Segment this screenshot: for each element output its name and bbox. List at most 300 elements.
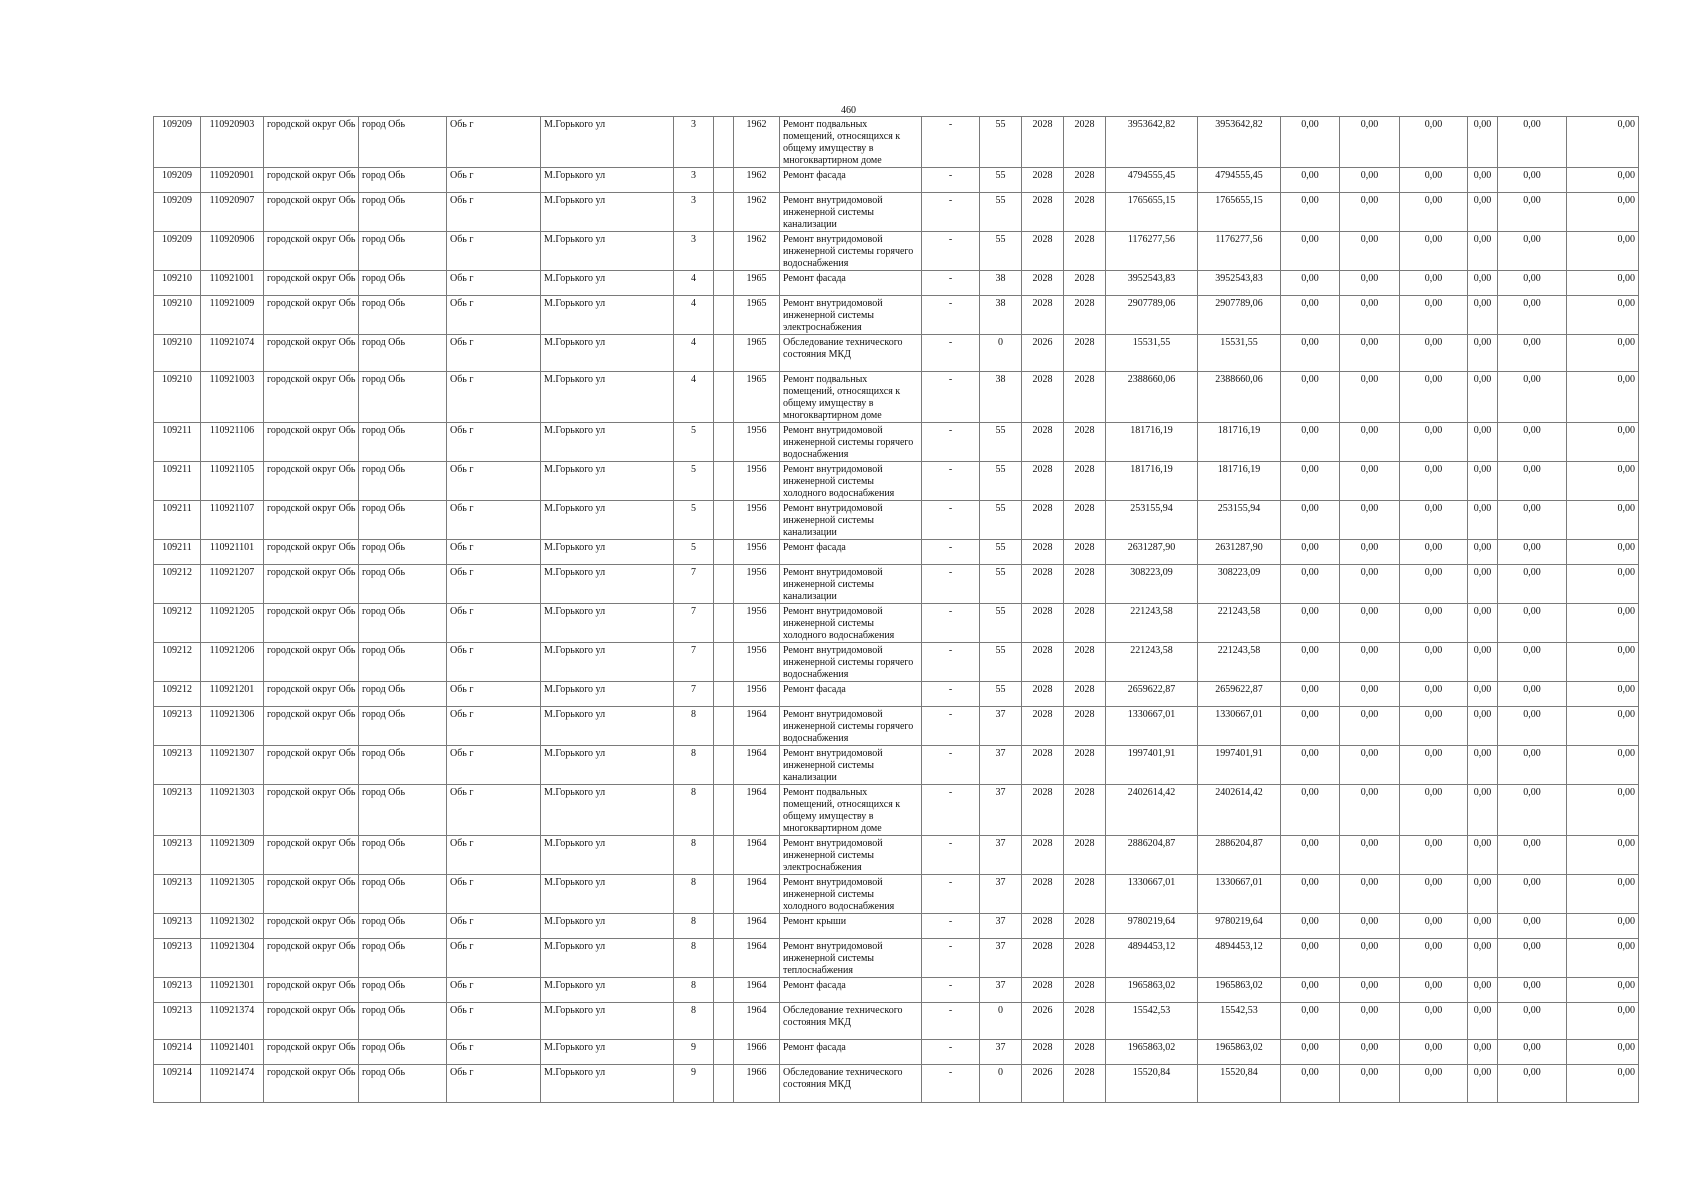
street-cell: М.Горького ул xyxy=(541,875,674,914)
zero-3-cell: 0,00 xyxy=(1400,978,1468,1003)
zero-3-cell: 0,00 xyxy=(1400,168,1468,193)
zero-5-cell: 0,00 xyxy=(1498,604,1567,643)
settlement-cell: город Обь xyxy=(359,1040,447,1065)
fund-cost-cell: 1176277,56 xyxy=(1198,232,1281,271)
end-year-cell: 2028 xyxy=(1064,707,1106,746)
table-row xyxy=(154,785,1639,836)
object-code-cell: 110921003 xyxy=(201,372,264,423)
street-cell: М.Горького ул xyxy=(541,604,674,643)
zero-1-cell: 0,00 xyxy=(1281,978,1340,1003)
zero-3-cell: 0,00 xyxy=(1400,1003,1468,1040)
municipal-district-cell: городской округ Обь xyxy=(264,1065,359,1103)
wear-value-cell: 55 xyxy=(980,643,1022,682)
building-number-cell xyxy=(714,565,734,604)
end-year-cell: 2028 xyxy=(1064,117,1106,168)
table-row xyxy=(154,836,1639,875)
build-year-cell: 1962 xyxy=(734,117,780,168)
start-year-cell: 2026 xyxy=(1022,1065,1064,1103)
zero-5-cell: 0,00 xyxy=(1498,785,1567,836)
house-number-cell: 3 xyxy=(674,168,714,193)
wear-value-cell: 0 xyxy=(980,1003,1022,1040)
settlement-cell: город Обь xyxy=(359,914,447,939)
table-row xyxy=(154,643,1639,682)
house-number-cell: 5 xyxy=(674,540,714,565)
work-type-cell: Ремонт внутридомовой инженерной системы канализации xyxy=(780,746,922,785)
row-id-cell: 109209 xyxy=(154,232,201,271)
fund-cost-cell: 2631287,90 xyxy=(1198,540,1281,565)
work-type-cell: Ремонт внутридомовой инженерной системы холодного водоснабжения xyxy=(780,462,922,501)
zero-5-cell: 0,00 xyxy=(1498,875,1567,914)
locality-cell: Обь г xyxy=(447,1003,541,1040)
street-cell: М.Горького ул xyxy=(541,914,674,939)
house-number-cell: 4 xyxy=(674,296,714,335)
zero-3-cell: 0,00 xyxy=(1400,914,1468,939)
total-cost-cell: 253155,94 xyxy=(1106,501,1198,540)
total-cost-cell: 308223,09 xyxy=(1106,565,1198,604)
end-year-cell: 2028 xyxy=(1064,296,1106,335)
zero-5-cell: 0,00 xyxy=(1498,372,1567,423)
build-year-cell: 1956 xyxy=(734,423,780,462)
build-year-cell: 1962 xyxy=(734,193,780,232)
zero-6-cell: 0,00 xyxy=(1567,707,1639,746)
dash-mark-cell: - xyxy=(922,372,980,423)
zero-5-cell: 0,00 xyxy=(1498,335,1567,372)
dash-mark-cell: - xyxy=(922,746,980,785)
settlement-cell: город Обь xyxy=(359,746,447,785)
municipal-district-cell: городской округ Обь xyxy=(264,296,359,335)
zero-3-cell: 0,00 xyxy=(1400,117,1468,168)
table-row xyxy=(154,372,1639,423)
street-cell: М.Горького ул xyxy=(541,423,674,462)
zero-4-cell: 0,00 xyxy=(1468,785,1498,836)
work-type-cell: Ремонт внутридомовой инженерной системы горячего водоснабжения xyxy=(780,232,922,271)
zero-5-cell: 0,00 xyxy=(1498,914,1567,939)
total-cost-cell: 1965863,02 xyxy=(1106,978,1198,1003)
start-year-cell: 2028 xyxy=(1022,875,1064,914)
zero-2-cell: 0,00 xyxy=(1340,1065,1400,1103)
start-year-cell: 2028 xyxy=(1022,836,1064,875)
building-number-cell xyxy=(714,232,734,271)
settlement-cell: город Обь xyxy=(359,1065,447,1103)
row-id-cell: 109213 xyxy=(154,939,201,978)
zero-2-cell: 0,00 xyxy=(1340,1040,1400,1065)
building-number-cell xyxy=(714,746,734,785)
object-code-cell: 110921101 xyxy=(201,540,264,565)
end-year-cell: 2028 xyxy=(1064,643,1106,682)
zero-5-cell: 0,00 xyxy=(1498,117,1567,168)
building-number-cell xyxy=(714,1065,734,1103)
end-year-cell: 2028 xyxy=(1064,875,1106,914)
object-code-cell: 110921307 xyxy=(201,746,264,785)
zero-5-cell: 0,00 xyxy=(1498,462,1567,501)
zero-2-cell: 0,00 xyxy=(1340,643,1400,682)
zero-6-cell: 0,00 xyxy=(1567,978,1639,1003)
street-cell: М.Горького ул xyxy=(541,335,674,372)
house-number-cell: 8 xyxy=(674,836,714,875)
locality-cell: Обь г xyxy=(447,232,541,271)
street-cell: М.Горького ул xyxy=(541,372,674,423)
table-row xyxy=(154,1040,1639,1065)
dash-mark-cell: - xyxy=(922,335,980,372)
row-id-cell: 109209 xyxy=(154,168,201,193)
object-code-cell: 110920907 xyxy=(201,193,264,232)
zero-4-cell: 0,00 xyxy=(1468,682,1498,707)
total-cost-cell: 1330667,01 xyxy=(1106,875,1198,914)
municipal-district-cell: городской округ Обь xyxy=(264,117,359,168)
object-code-cell: 110921401 xyxy=(201,1040,264,1065)
zero-5-cell: 0,00 xyxy=(1498,296,1567,335)
total-cost-cell: 181716,19 xyxy=(1106,423,1198,462)
zero-4-cell: 0,00 xyxy=(1468,604,1498,643)
zero-1-cell: 0,00 xyxy=(1281,682,1340,707)
zero-2-cell: 0,00 xyxy=(1340,193,1400,232)
fund-cost-cell: 4794555,45 xyxy=(1198,168,1281,193)
object-code-cell: 110921374 xyxy=(201,1003,264,1040)
total-cost-cell: 221243,58 xyxy=(1106,604,1198,643)
municipal-district-cell: городской округ Обь xyxy=(264,939,359,978)
fund-cost-cell: 1330667,01 xyxy=(1198,875,1281,914)
zero-6-cell: 0,00 xyxy=(1567,565,1639,604)
work-type-cell: Ремонт внутридомовой инженерной системы теплоснабжения xyxy=(780,939,922,978)
total-cost-cell: 2388660,06 xyxy=(1106,372,1198,423)
municipal-district-cell: городской округ Обь xyxy=(264,372,359,423)
row-id-cell: 109213 xyxy=(154,914,201,939)
building-number-cell xyxy=(714,1040,734,1065)
zero-4-cell: 0,00 xyxy=(1468,423,1498,462)
work-type-cell: Ремонт внутридомовой инженерной системы горячего водоснабжения xyxy=(780,707,922,746)
zero-4-cell: 0,00 xyxy=(1468,643,1498,682)
zero-3-cell: 0,00 xyxy=(1400,271,1468,296)
street-cell: М.Горького ул xyxy=(541,117,674,168)
locality-cell: Обь г xyxy=(447,193,541,232)
build-year-cell: 1965 xyxy=(734,372,780,423)
zero-1-cell: 0,00 xyxy=(1281,604,1340,643)
locality-cell: Обь г xyxy=(447,836,541,875)
wear-value-cell: 55 xyxy=(980,682,1022,707)
row-id-cell: 109210 xyxy=(154,335,201,372)
build-year-cell: 1965 xyxy=(734,335,780,372)
street-cell: М.Горького ул xyxy=(541,271,674,296)
municipal-district-cell: городской округ Обь xyxy=(264,423,359,462)
dash-mark-cell: - xyxy=(922,232,980,271)
start-year-cell: 2028 xyxy=(1022,117,1064,168)
zero-6-cell: 0,00 xyxy=(1567,540,1639,565)
house-number-cell: 4 xyxy=(674,335,714,372)
wear-value-cell: 37 xyxy=(980,914,1022,939)
street-cell: М.Горького ул xyxy=(541,193,674,232)
zero-5-cell: 0,00 xyxy=(1498,168,1567,193)
house-number-cell: 4 xyxy=(674,271,714,296)
row-id-cell: 109213 xyxy=(154,978,201,1003)
object-code-cell: 110921207 xyxy=(201,565,264,604)
total-cost-cell: 221243,58 xyxy=(1106,643,1198,682)
build-year-cell: 1962 xyxy=(734,168,780,193)
house-number-cell: 5 xyxy=(674,423,714,462)
zero-4-cell: 0,00 xyxy=(1468,1040,1498,1065)
object-code-cell: 110920906 xyxy=(201,232,264,271)
zero-5-cell: 0,00 xyxy=(1498,232,1567,271)
dash-mark-cell: - xyxy=(922,682,980,707)
locality-cell: Обь г xyxy=(447,117,541,168)
build-year-cell: 1966 xyxy=(734,1065,780,1103)
dash-mark-cell: - xyxy=(922,939,980,978)
table-row xyxy=(154,1065,1639,1103)
row-id-cell: 109212 xyxy=(154,643,201,682)
zero-6-cell: 0,00 xyxy=(1567,682,1639,707)
fund-cost-cell: 2402614,42 xyxy=(1198,785,1281,836)
work-type-cell: Обследование технического состояния МКД xyxy=(780,1065,922,1103)
zero-2-cell: 0,00 xyxy=(1340,117,1400,168)
building-number-cell xyxy=(714,540,734,565)
zero-2-cell: 0,00 xyxy=(1340,423,1400,462)
build-year-cell: 1964 xyxy=(734,939,780,978)
settlement-cell: город Обь xyxy=(359,682,447,707)
zero-6-cell: 0,00 xyxy=(1567,836,1639,875)
row-id-cell: 109213 xyxy=(154,1003,201,1040)
locality-cell: Обь г xyxy=(447,978,541,1003)
zero-4-cell: 0,00 xyxy=(1468,232,1498,271)
settlement-cell: город Обь xyxy=(359,168,447,193)
start-year-cell: 2026 xyxy=(1022,1003,1064,1040)
zero-2-cell: 0,00 xyxy=(1340,501,1400,540)
fund-cost-cell: 1965863,02 xyxy=(1198,1040,1281,1065)
building-number-cell xyxy=(714,939,734,978)
wear-value-cell: 55 xyxy=(980,168,1022,193)
street-cell: М.Горького ул xyxy=(541,707,674,746)
object-code-cell: 110921201 xyxy=(201,682,264,707)
zero-3-cell: 0,00 xyxy=(1400,232,1468,271)
street-cell: М.Горького ул xyxy=(541,501,674,540)
build-year-cell: 1956 xyxy=(734,501,780,540)
street-cell: М.Горького ул xyxy=(541,643,674,682)
locality-cell: Обь г xyxy=(447,875,541,914)
settlement-cell: город Обь xyxy=(359,604,447,643)
zero-2-cell: 0,00 xyxy=(1340,462,1400,501)
zero-6-cell: 0,00 xyxy=(1567,604,1639,643)
object-code-cell: 110920901 xyxy=(201,168,264,193)
row-id-cell: 109211 xyxy=(154,501,201,540)
wear-value-cell: 55 xyxy=(980,193,1022,232)
zero-4-cell: 0,00 xyxy=(1468,978,1498,1003)
dash-mark-cell: - xyxy=(922,604,980,643)
settlement-cell: город Обь xyxy=(359,875,447,914)
locality-cell: Обь г xyxy=(447,682,541,707)
start-year-cell: 2028 xyxy=(1022,423,1064,462)
house-number-cell: 7 xyxy=(674,643,714,682)
zero-3-cell: 0,00 xyxy=(1400,1040,1468,1065)
total-cost-cell: 1330667,01 xyxy=(1106,707,1198,746)
work-type-cell: Ремонт подвальных помещений, относящихся к общему имуществу в многоквартирном доме xyxy=(780,372,922,423)
wear-value-cell: 37 xyxy=(980,875,1022,914)
start-year-cell: 2028 xyxy=(1022,168,1064,193)
total-cost-cell: 2659622,87 xyxy=(1106,682,1198,707)
work-type-cell: Обследование технического состояния МКД xyxy=(780,1003,922,1040)
locality-cell: Обь г xyxy=(447,423,541,462)
house-number-cell: 8 xyxy=(674,1003,714,1040)
build-year-cell: 1964 xyxy=(734,836,780,875)
row-id-cell: 109210 xyxy=(154,372,201,423)
row-id-cell: 109214 xyxy=(154,1040,201,1065)
zero-4-cell: 0,00 xyxy=(1468,707,1498,746)
wear-value-cell: 55 xyxy=(980,117,1022,168)
building-number-cell xyxy=(714,372,734,423)
work-type-cell: Ремонт подвальных помещений, относящихся к общему имуществу в многоквартирном доме xyxy=(780,785,922,836)
build-year-cell: 1964 xyxy=(734,785,780,836)
end-year-cell: 2028 xyxy=(1064,785,1106,836)
building-number-cell xyxy=(714,682,734,707)
object-code-cell: 110921306 xyxy=(201,707,264,746)
settlement-cell: город Обь xyxy=(359,978,447,1003)
object-code-cell: 110921105 xyxy=(201,462,264,501)
fund-cost-cell: 3952543,83 xyxy=(1198,271,1281,296)
row-id-cell: 109213 xyxy=(154,707,201,746)
build-year-cell: 1965 xyxy=(734,271,780,296)
row-id-cell: 109212 xyxy=(154,682,201,707)
dash-mark-cell: - xyxy=(922,117,980,168)
end-year-cell: 2028 xyxy=(1064,423,1106,462)
settlement-cell: город Обь xyxy=(359,836,447,875)
dash-mark-cell: - xyxy=(922,540,980,565)
end-year-cell: 2028 xyxy=(1064,1065,1106,1103)
zero-3-cell: 0,00 xyxy=(1400,785,1468,836)
locality-cell: Обь г xyxy=(447,643,541,682)
zero-6-cell: 0,00 xyxy=(1567,462,1639,501)
settlement-cell: город Обь xyxy=(359,540,447,565)
zero-5-cell: 0,00 xyxy=(1498,682,1567,707)
start-year-cell: 2028 xyxy=(1022,978,1064,1003)
work-type-cell: Ремонт внутридомовой инженерной системы холодного водоснабжения xyxy=(780,604,922,643)
start-year-cell: 2028 xyxy=(1022,785,1064,836)
table-row xyxy=(154,875,1639,914)
table-row xyxy=(154,232,1639,271)
total-cost-cell: 3953642,82 xyxy=(1106,117,1198,168)
end-year-cell: 2028 xyxy=(1064,939,1106,978)
zero-6-cell: 0,00 xyxy=(1567,423,1639,462)
zero-4-cell: 0,00 xyxy=(1468,875,1498,914)
zero-3-cell: 0,00 xyxy=(1400,565,1468,604)
zero-3-cell: 0,00 xyxy=(1400,1065,1468,1103)
object-code-cell: 110921302 xyxy=(201,914,264,939)
start-year-cell: 2028 xyxy=(1022,939,1064,978)
zero-6-cell: 0,00 xyxy=(1567,501,1639,540)
row-id-cell: 109211 xyxy=(154,462,201,501)
building-number-cell xyxy=(714,643,734,682)
street-cell: М.Горького ул xyxy=(541,565,674,604)
start-year-cell: 2028 xyxy=(1022,707,1064,746)
house-number-cell: 3 xyxy=(674,117,714,168)
house-number-cell: 3 xyxy=(674,232,714,271)
end-year-cell: 2028 xyxy=(1064,914,1106,939)
zero-1-cell: 0,00 xyxy=(1281,335,1340,372)
settlement-cell: город Обь xyxy=(359,707,447,746)
end-year-cell: 2028 xyxy=(1064,746,1106,785)
table-row xyxy=(154,296,1639,335)
municipal-district-cell: городской округ Обь xyxy=(264,836,359,875)
end-year-cell: 2028 xyxy=(1064,540,1106,565)
fund-cost-cell: 221243,58 xyxy=(1198,643,1281,682)
municipal-district-cell: городской округ Обь xyxy=(264,1040,359,1065)
row-id-cell: 109213 xyxy=(154,746,201,785)
zero-5-cell: 0,00 xyxy=(1498,939,1567,978)
settlement-cell: город Обь xyxy=(359,1003,447,1040)
zero-3-cell: 0,00 xyxy=(1400,540,1468,565)
end-year-cell: 2028 xyxy=(1064,372,1106,423)
municipal-district-cell: городской округ Обь xyxy=(264,746,359,785)
zero-5-cell: 0,00 xyxy=(1498,707,1567,746)
start-year-cell: 2028 xyxy=(1022,1040,1064,1065)
zero-5-cell: 0,00 xyxy=(1498,540,1567,565)
wear-value-cell: 0 xyxy=(980,1065,1022,1103)
locality-cell: Обь г xyxy=(447,335,541,372)
zero-5-cell: 0,00 xyxy=(1498,193,1567,232)
total-cost-cell: 2631287,90 xyxy=(1106,540,1198,565)
work-type-cell: Ремонт фасада xyxy=(780,540,922,565)
building-number-cell xyxy=(714,462,734,501)
table-row xyxy=(154,707,1639,746)
end-year-cell: 2028 xyxy=(1064,1003,1106,1040)
zero-4-cell: 0,00 xyxy=(1468,914,1498,939)
municipal-district-cell: городской округ Обь xyxy=(264,168,359,193)
end-year-cell: 2028 xyxy=(1064,682,1106,707)
zero-2-cell: 0,00 xyxy=(1340,168,1400,193)
work-type-cell: Ремонт фасада xyxy=(780,271,922,296)
zero-2-cell: 0,00 xyxy=(1340,1003,1400,1040)
end-year-cell: 2028 xyxy=(1064,565,1106,604)
municipal-district-cell: городской округ Обь xyxy=(264,785,359,836)
zero-6-cell: 0,00 xyxy=(1567,643,1639,682)
zero-2-cell: 0,00 xyxy=(1340,271,1400,296)
object-code-cell: 110921106 xyxy=(201,423,264,462)
house-number-cell: 8 xyxy=(674,875,714,914)
zero-2-cell: 0,00 xyxy=(1340,565,1400,604)
building-number-cell xyxy=(714,875,734,914)
object-code-cell: 110920903 xyxy=(201,117,264,168)
row-id-cell: 109212 xyxy=(154,565,201,604)
row-id-cell: 109213 xyxy=(154,875,201,914)
zero-6-cell: 0,00 xyxy=(1567,335,1639,372)
zero-2-cell: 0,00 xyxy=(1340,836,1400,875)
build-year-cell: 1966 xyxy=(734,1040,780,1065)
zero-2-cell: 0,00 xyxy=(1340,785,1400,836)
table-row xyxy=(154,501,1639,540)
building-number-cell xyxy=(714,296,734,335)
zero-2-cell: 0,00 xyxy=(1340,540,1400,565)
object-code-cell: 110921107 xyxy=(201,501,264,540)
locality-cell: Обь г xyxy=(447,296,541,335)
wear-value-cell: 55 xyxy=(980,232,1022,271)
municipal-district-cell: городской округ Обь xyxy=(264,875,359,914)
zero-1-cell: 0,00 xyxy=(1281,1065,1340,1103)
work-type-cell: Ремонт фасада xyxy=(780,682,922,707)
house-number-cell: 9 xyxy=(674,1065,714,1103)
zero-1-cell: 0,00 xyxy=(1281,1003,1340,1040)
wear-value-cell: 37 xyxy=(980,707,1022,746)
object-code-cell: 110921474 xyxy=(201,1065,264,1103)
start-year-cell: 2028 xyxy=(1022,604,1064,643)
zero-3-cell: 0,00 xyxy=(1400,335,1468,372)
zero-6-cell: 0,00 xyxy=(1567,117,1639,168)
zero-5-cell: 0,00 xyxy=(1498,423,1567,462)
total-cost-cell: 4794555,45 xyxy=(1106,168,1198,193)
street-cell: М.Горького ул xyxy=(541,540,674,565)
zero-1-cell: 0,00 xyxy=(1281,914,1340,939)
street-cell: М.Горького ул xyxy=(541,232,674,271)
end-year-cell: 2028 xyxy=(1064,193,1106,232)
build-year-cell: 1956 xyxy=(734,643,780,682)
build-year-cell: 1964 xyxy=(734,707,780,746)
wear-value-cell: 55 xyxy=(980,462,1022,501)
street-cell: М.Горького ул xyxy=(541,1003,674,1040)
